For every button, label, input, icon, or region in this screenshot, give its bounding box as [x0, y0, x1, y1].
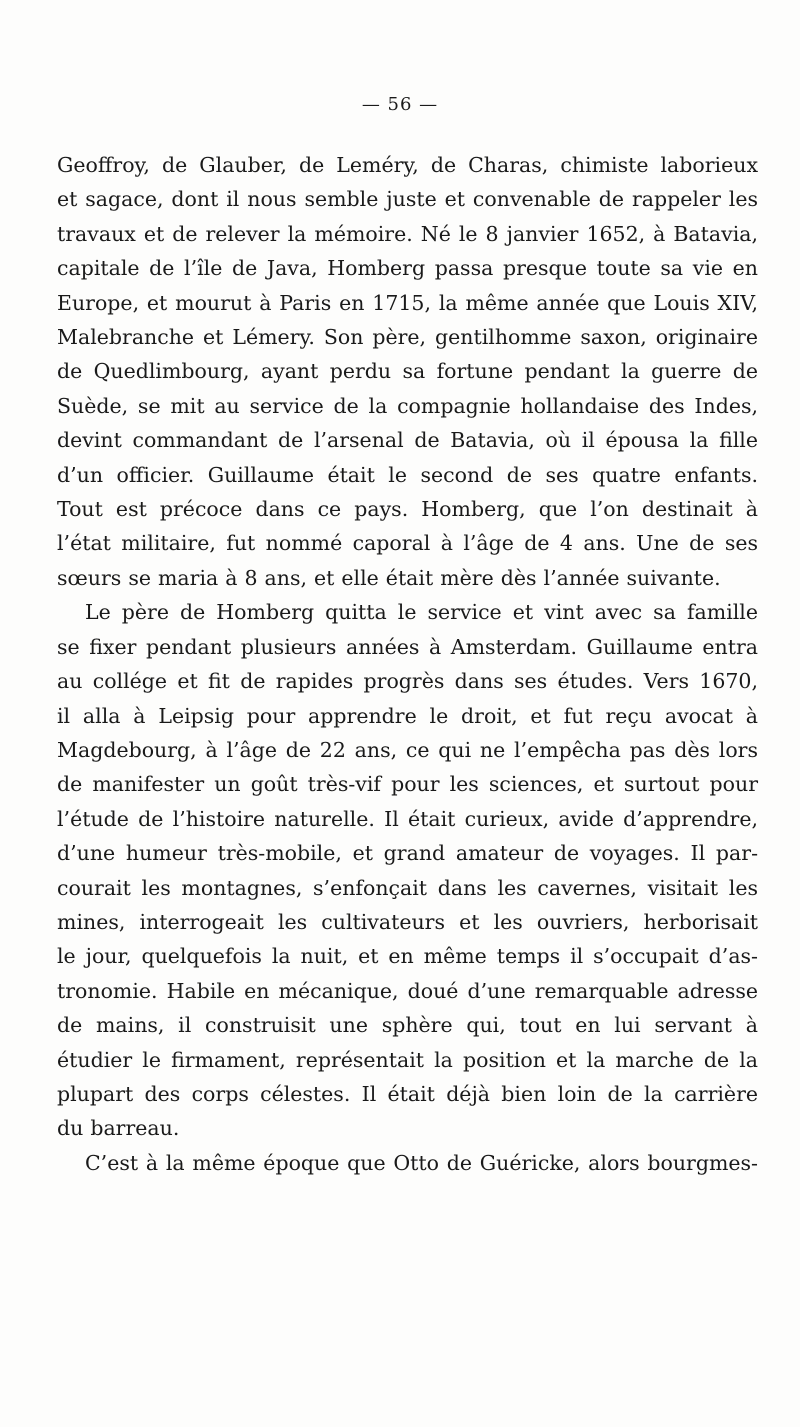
text-line: courait les montagnes, s’enfonçait dans les cavernes, visitait les [57, 875, 758, 900]
text-line: de mains, il construisit une sphère qui, tout en lui servant à [57, 1013, 758, 1038]
text-line: de Quedlimbourg, ayant perdu sa fortune pendant la guerre de [57, 359, 758, 384]
page-number: — 56 — [361, 94, 439, 115]
text-line: étudier le firmament, représentait la position et la marche de la [57, 1047, 758, 1072]
text-line: plupart des corps célestes. Il était déjà bien loin de la carrière [57, 1081, 758, 1106]
text-line: et sagace, dont il nous semble juste et convenable de rappeler les [57, 187, 758, 212]
text-line: l’état militaire, fut nommé caporal à l’âge de 4 ans. Une de ses [57, 531, 758, 556]
text-line: se fixer pendant plusieurs années à Amsterdam. Guillaume entra [57, 634, 758, 659]
text-line: sœurs se maria à 8 ans, et elle était mère dès l’année suivante. [57, 565, 721, 590]
text-line: Geoffroy, de Glauber, de Leméry, de Charas, chimiste laborieux [57, 153, 758, 177]
text-line: capitale de l’île de Java, Homberg passa presque toute sa vie en [57, 256, 758, 281]
text-line: le jour, quelquefois la nuit, et en même temps il s’occupait d’as- [57, 944, 758, 969]
text-line: devint commandant de l’arsenal de Batavia, où il épousa la fille [57, 428, 758, 453]
text-line: Tout est précoce dans ce pays. Homberg, que l’on destinait à [57, 497, 758, 522]
text-line: C’est à la même époque que Otto de Guéricke, alors bourgmes- [85, 1150, 758, 1175]
text-line: l’étude de l’histoire naturelle. Il était curieux, avide d’apprendre, [57, 806, 758, 831]
text-line: d’un officier. Guillaume était le second de ses quatre enfants. [57, 462, 758, 487]
text-line: Suède, se mit au service de la compagnie hollandaise des Indes, [57, 393, 758, 418]
text-line: d’une humeur très-mobile, et grand amateur de voyages. Il par- [57, 841, 758, 866]
text-line: Malebranche et Lémery. Son père, gentilhomme saxon, originaire [57, 325, 758, 350]
text-line: Magdebourg, à l’âge de 22 ans, ce qui ne l’empêcha pas dès lors [57, 737, 758, 762]
text-line: travaux et de relever la mémoire. Né le 8 janvier 1652, à Batavia, [57, 221, 758, 246]
text-line: il alla à Leipsig pour apprendre le droit, et fut reçu avocat à [57, 703, 758, 728]
text-line: tronomie. Habile en mécanique, doué d’une remarquable adresse [57, 978, 758, 1003]
text-line: Le père de Homberg quitta le service et vint avec sa famille [85, 600, 758, 625]
text-line: de manifester un goût très-vif pour les sciences, et surtout pour [57, 772, 758, 797]
text-line: au collége et fit de rapides progrès dans ses études. Vers 1670, [57, 669, 758, 694]
text-line: Europe, et mourut à Paris en 1715, la même année que Louis XIV, [57, 290, 758, 315]
body-text [57, 148, 758, 1180]
text-line: mines, interrogeait les cultivateurs et les ouvriers, herborisait [57, 909, 758, 934]
text-line: du barreau. [57, 1116, 180, 1141]
